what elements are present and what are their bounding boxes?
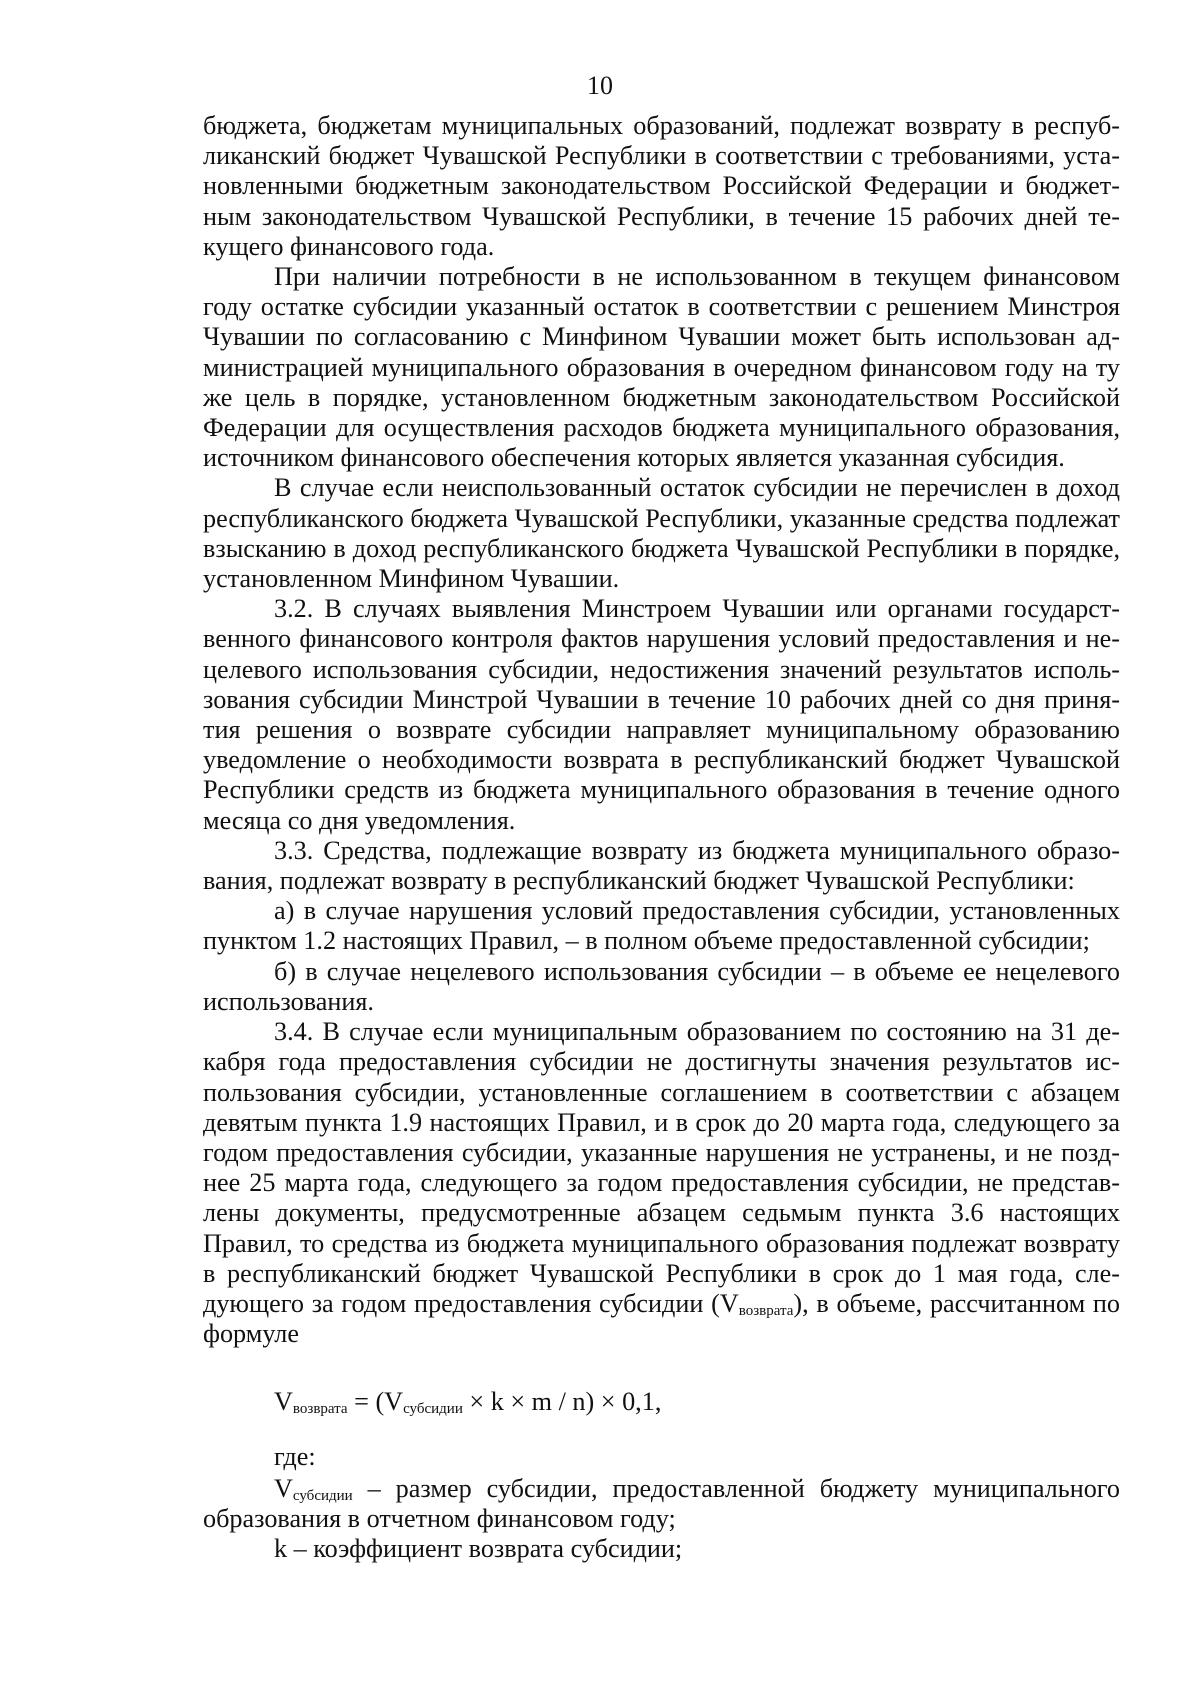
paragraph-3-3-b: б) в случае нецелевого использования субсидии – в объеме ее нецелевого использования. [203, 956, 1120, 1016]
definition-text: – размер субсидии, предоставленной бюджету муниципального образования в отчетном финансовом году; [203, 1474, 1120, 1534]
definition-text: – коэффициент возврата субсидии; [287, 1534, 683, 1564]
paragraph-1: бюджета, бюджетам муниципальных образований, подлежат возврату в республиканский бюджет Чувашской Республики в соответствии с требованиями, установленными бюджетным законодательством Российской Федерации и бюджетным законодательством Чувашской Республики, в течение 15 рабочих дней текущего финансового года. [203, 111, 1120, 261]
definitions-list [203, 1474, 1120, 1565]
paragraph-3-2: 3.2. В случаях выявления Минстроем Чувашии или органами государственного финансового контроля фактов нарушения условий предоставления и нецелевого использования субсидии, недостижения значений результатов использования субсидии Минстрой Чувашии в течение 10 рабочих дней со дня принятия решения о возврате субсидии направляет муниципальному образованию уведомление о необходимости возврата в республиканский бюджет Чувашской Республики средств из бюджета муниципального образования в течение одного месяца со дня уведомления. [203, 594, 1120, 835]
paragraph-3-3: 3.3. Средства, подлежащие возврату из бюджета муниципального образования, подлежат возврату в республиканский бюджет Чувашской Республики: [203, 835, 1120, 896]
definition-k [203, 1534, 1120, 1564]
formula-v-subscript: возврата [292, 1401, 348, 1417]
paragraph-2: При наличии потребности в не использованном в текущем финансовом году остатке субсидии указанный остаток в соответствии с решением Минстроя Чувашии по согласованию с Минфином Чувашии может быть использован администрацией муниципального образования в очередном финансовом году на ту же цель в порядке, установленном бюджетным законодательством Российской Федерации для осуществления расходов бюджета муниципального образования, источником финансового обеспечения которых является указанная субсидия. [203, 262, 1120, 473]
where-label: где: [274, 1442, 316, 1471]
paragraph-3: В случае если неиспользованный остаток субсидии не перечислен в доход республиканского бюджета Чувашской Республики, указанные средства подлежат взысканию в доход республиканского бюджета Чувашской Республики в порядке, установленном Минфином Чувашии. [203, 473, 1120, 594]
formula-equals: = (V [347, 1387, 404, 1416]
definition-v-subsidy [203, 1474, 1120, 1534]
page-number: 10 [587, 71, 613, 100]
formula-subsidy-subscript: субсидии [403, 1401, 463, 1417]
paragraph-3-4-text: 3.4. В случае если муниципальным образованием по состоянию на 31 декабря года предоставления субсидии не достигнуты значения результатов использования субсидии, установленные соглашением в соответствии с абзацем девятым пункта 1.9 настоящих Правил, и в срок до 20 марта года, следующего за годом предоставления субсидии, указанные нарушения не устранены, и не позднее 25 марта года, следующего за годом предоставления субсидии, не представлены документы, предусмотренные абзацем седьмым пункта 3.6 настоящих Правил, то средства из бюджета муниципального образования подлежат возврату в республиканский бюджет Чувашской Республики в срок до 1 мая года, следующего за годом предоставления субсидии (V [203, 1017, 1120, 1318]
formula-rest: × k × m / n) × 0,1, [462, 1387, 662, 1416]
paragraph-3-3-a: а) в случае нарушения условий предоставления субсидии, установленных пунктом 1.2 настоящих Правил, – в полном объеме предоставленной субсидии; [203, 896, 1120, 956]
paragraph-3-4-tail: ), в объеме, рассчитанном по формуле [203, 1288, 1120, 1349]
formula-v: V [274, 1387, 293, 1416]
definition-symbol: V [274, 1474, 293, 1503]
paragraph-3-4-subscript: возврата [738, 1302, 794, 1319]
document-body [203, 111, 1120, 1349]
definition-symbol: k [274, 1534, 288, 1564]
paragraph-3-4 [203, 1017, 1120, 1349]
return-formula [274, 1386, 661, 1418]
definition-symbol-subscript: субсидии [292, 1488, 353, 1504]
